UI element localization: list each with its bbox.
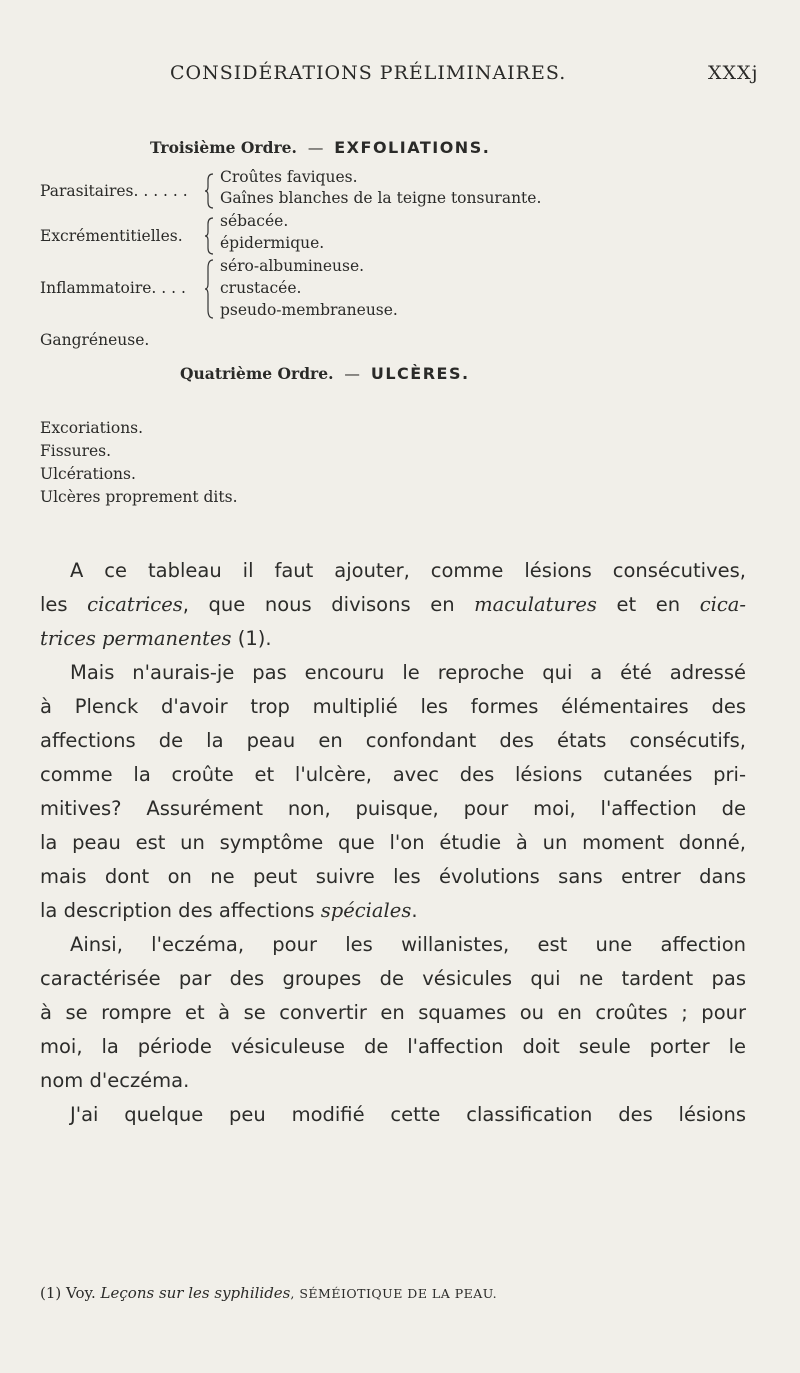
running-title: CONSIDÉRATIONS PRÉLIMINAIRES.: [170, 62, 567, 84]
text-line: la peau est un symptôme que l'on étudie à un moment donné,: [40, 831, 746, 854]
item-gaines-blanches: Gaînes blanches de la teigne tonsurante.: [220, 189, 542, 207]
third-order-heading: [150, 138, 490, 157]
body-text: [40, 554, 746, 1132]
item-croutes-faviques: Croûtes faviques.: [220, 168, 358, 186]
list-item: Excoriations.: [40, 419, 144, 437]
item-pseudo-membraneuse: pseudo-membraneuse.: [220, 301, 398, 319]
brace-inflammatoire: [205, 258, 215, 320]
third-order-dash: —: [307, 139, 324, 157]
text-line: la description des affections spéciales.: [40, 899, 418, 922]
item-epidermique: épidermique.: [220, 234, 325, 252]
term-cicatrices: cicatrices: [87, 593, 183, 616]
text-line: A ce tableau il faut ajouter, comme lésions consécutives,: [70, 559, 746, 582]
text-line: J'ai quelque peu modifié cette classification des lésions: [70, 1103, 746, 1126]
fourth-order-dash: —: [344, 365, 360, 383]
fourth-order-ordinal: Quatrième Ordre.: [180, 364, 334, 383]
footnote-rest: , SÉMÉIOTIQUE DE LA PEAU.: [290, 1286, 498, 1301]
running-head: [0, 62, 800, 92]
term-cica: cica-: [699, 593, 746, 616]
text-line: Ainsi, l'eczéma, pour les willanistes, est une affection: [70, 933, 746, 956]
list-item: Ulcères proprement dits.: [40, 488, 238, 506]
fourth-order-name: ULCÈRES.: [370, 364, 470, 383]
category-gangreneuse: Gangréneuse.: [40, 331, 150, 349]
page-number: XXXj: [708, 62, 759, 84]
item-sero-albumineuse: séro-albumineuse.: [220, 257, 365, 275]
text-line: caractérisée par des groupes de vésicules qui ne tardent pas: [40, 967, 746, 990]
text-line: mais dont on ne peut suivre les évolutions sans entrer dans: [40, 865, 746, 888]
category-excrementitielles: Excrémentitielles.: [40, 227, 183, 245]
footnote-marker: (1) Voy.: [40, 1284, 96, 1302]
text-line: à se rompre et à se convertir en squames ou en croûtes ; pour: [40, 1001, 746, 1024]
list-item: Fissures.: [40, 442, 112, 460]
text-line: mitives? Assurément non, puisque, pour moi, l'affection de: [40, 797, 746, 820]
footnote: [40, 1284, 497, 1302]
brace-excrementitielles: [205, 216, 215, 256]
term-speciales: spéciales: [320, 899, 412, 922]
text-line: comme la croûte et l'ulcère, avec des lésions cutanées pri-: [40, 763, 746, 786]
text-line: [40, 622, 746, 656]
term-maculatures: maculatures: [474, 593, 597, 616]
text-line: à Plenck d'avoir trop multiplié les formes élémentaires des: [40, 695, 746, 718]
term-cicatrices-permanentes: trices permanentes: [40, 627, 232, 650]
text-line: les cicatrices, que nous divisons en maculatures et en cica-: [40, 593, 746, 616]
text-line: affections de la peau en confondant des états consécutifs,: [40, 729, 746, 752]
third-order-name: EXFOLIATIONS.: [334, 138, 491, 157]
ulceres-list: [40, 417, 238, 509]
footnote-ref: (1).: [231, 627, 272, 650]
category-inflammatoire: Inflammatoire. . . .: [40, 279, 186, 297]
brace-parasitaires: [205, 172, 215, 210]
exfoliations-table: [40, 168, 760, 368]
text-line: nom d'eczéma.: [40, 1069, 190, 1092]
third-order-ordinal: Troisième Ordre.: [150, 138, 297, 157]
fourth-order-heading: [180, 364, 470, 383]
category-parasitaires: Parasitaires. . . . . .: [40, 182, 188, 200]
item-crustacee: crustacée.: [220, 279, 302, 297]
text-line: Mais n'aurais-je pas encouru le reproche qui a été adressé: [70, 661, 746, 684]
item-sebacee: sébacée.: [220, 212, 289, 230]
footnote-title: Leçons sur les syphilides: [100, 1284, 291, 1302]
list-item: Ulcérations.: [40, 465, 136, 483]
text-line: moi, la période vésiculeuse de l'affection doit seule porter le: [40, 1035, 746, 1058]
